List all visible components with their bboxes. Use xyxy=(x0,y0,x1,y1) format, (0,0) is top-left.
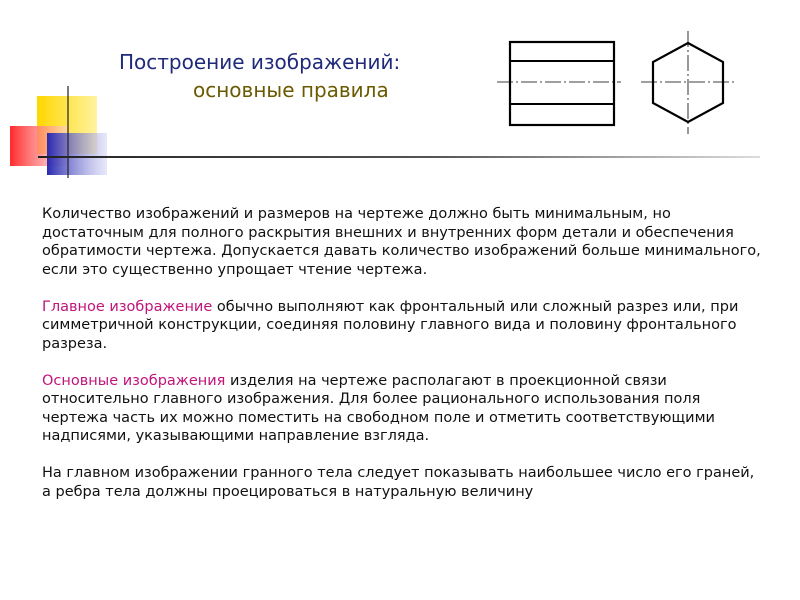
paragraph-count xyxy=(42,205,762,279)
paragraph-basic-images xyxy=(42,372,762,446)
technical-drawing xyxy=(497,30,742,135)
blue-square xyxy=(47,133,107,175)
term-main-image: Главное изображение xyxy=(42,298,213,315)
paragraph-main-image xyxy=(42,298,762,354)
paragraph-text: изделия на чертеже располагают в проекционной связи относительно главного изображения. Для более рационального использования поля чертежа часть их можно поместить на свободном поле и отметить соответствующими надписями, указывающими направление взгляда. xyxy=(42,372,715,444)
body-text xyxy=(42,205,762,520)
term-basic-images: Основные изображения xyxy=(42,372,226,389)
slide-title: Построение изображений: xyxy=(119,50,401,74)
top-view xyxy=(641,31,736,134)
paragraph-text: На главном изображении гранного тела следует показывать наибольшее число его граней, а ребра тела должны проецироваться в натуральную величину xyxy=(42,465,755,500)
slide-subtitle: основные правила xyxy=(193,78,389,102)
paragraph-text: Количество изображений и размеров на чертеже должно быть минимальным, но достаточным для полного раскрытия внешних и внутренних форм детали и обеспечения обратимости чертежа. Допускается давать количество изображений больше минимального, если это существенно упрощает чтение чертежа. xyxy=(42,206,761,278)
paragraph-text: обычно выполняют как фронтальный или сложный разрез или, при симметричной конструкции, соединяя половину главного вида и половину фронтального разреза. xyxy=(42,298,739,352)
horizontal-rule xyxy=(38,156,760,158)
front-view xyxy=(497,42,621,125)
paragraph-faceted-body xyxy=(42,464,762,501)
